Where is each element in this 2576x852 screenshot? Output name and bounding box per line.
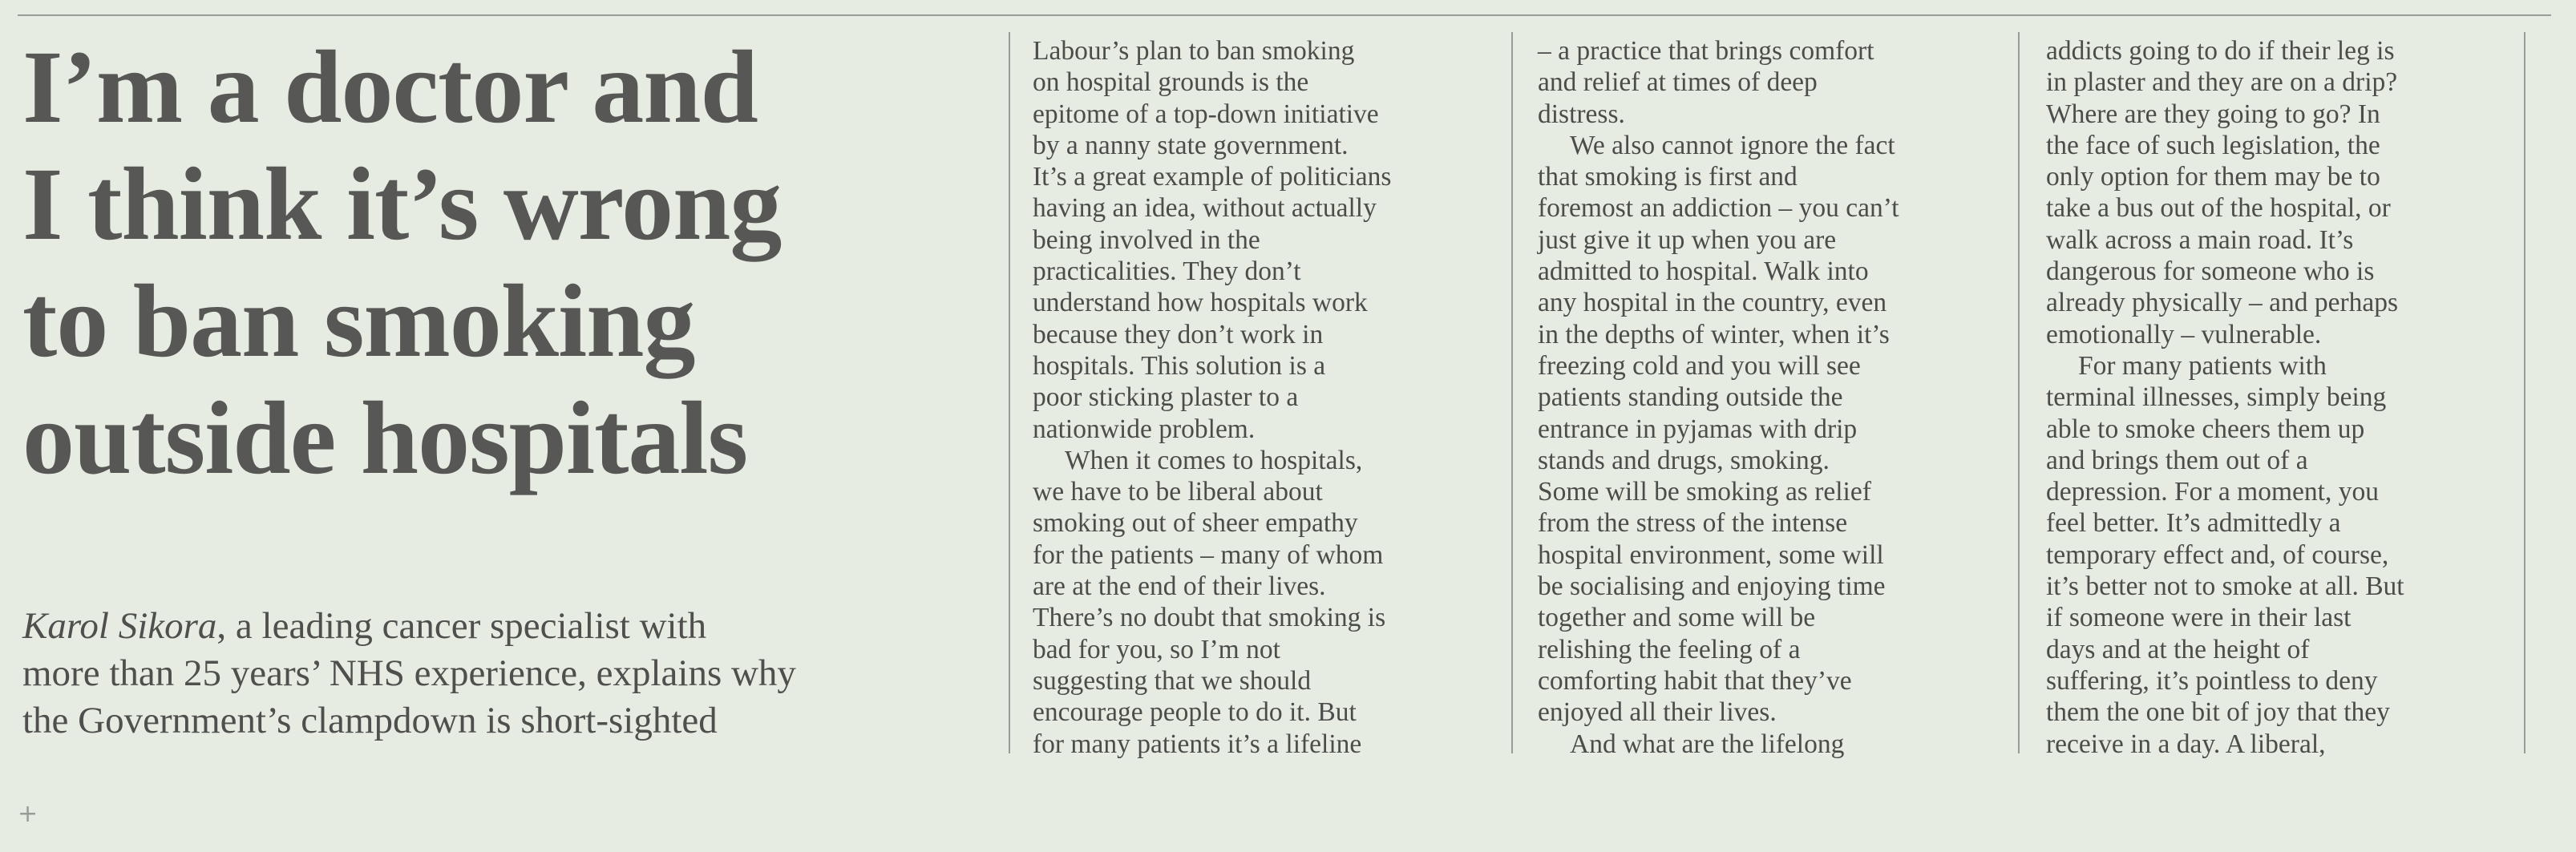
body-text-line: epitome of a top-down initiative xyxy=(1033,99,1379,129)
body-text-line: For many patients with xyxy=(2078,350,2327,381)
body-text-line: the face of such legislation, the xyxy=(2046,130,2380,160)
body-text-line: And what are the lifelong xyxy=(1570,729,1845,759)
body-text-line: we have to be liberal about xyxy=(1033,477,1323,507)
body-text-line: There’s no doubt that smoking is xyxy=(1033,603,1386,633)
column-rule xyxy=(2018,32,2020,753)
body-text-line: be socialising and enjoying time xyxy=(1538,571,1886,602)
body-text-line: Labour’s plan to ban smoking xyxy=(1033,36,1355,66)
body-text-line: hospital environment, some will xyxy=(1538,539,1884,570)
body-text-line: stands and drugs, smoking. xyxy=(1538,445,1830,475)
body-text-line: and relief at times of deep xyxy=(1538,67,1818,98)
body-text-line: for the patients – many of whom xyxy=(1033,539,1384,570)
body-text-line: distress. xyxy=(1538,99,1625,129)
headline-line: I think it’s wrong xyxy=(22,147,782,262)
body-text-line: dangerous for someone who is xyxy=(2046,256,2375,287)
body-text-line: being involved in the xyxy=(1033,224,1260,255)
body-text-line: them the one bit of joy that they xyxy=(2046,697,2390,728)
body-text-line: days and at the height of xyxy=(2046,634,2310,664)
body-text-line: that smoking is first and xyxy=(1538,162,1798,192)
body-text-line: relishing the feeling of a xyxy=(1538,634,1801,664)
body-text-line: feel better. It’s admittedly a xyxy=(2046,508,2341,539)
body-text-line: When it comes to hospitals, xyxy=(1065,445,1363,475)
body-text-line: already physically – and perhaps xyxy=(2046,288,2399,318)
body-text-line: – a practice that brings comfort xyxy=(1538,36,1874,66)
body-text-line: suffering, it’s pointless to deny xyxy=(2046,665,2378,696)
column-rule xyxy=(1511,32,1513,753)
headline-line: to ban smoking xyxy=(22,264,695,379)
body-text-line: from the stress of the intense xyxy=(1538,508,1848,539)
body-text-line: in plaster and they are on a drip? xyxy=(2046,67,2398,98)
body-text-line: understand how hospitals work xyxy=(1033,288,1368,318)
text-column-1 xyxy=(1033,35,1498,760)
body-text-line: receive in a day. A liberal, xyxy=(2046,729,2326,759)
body-text-line: comforting habit that they’ve xyxy=(1538,665,1852,696)
body-text-line: in the depths of winter, when it’s xyxy=(1538,319,1890,349)
headline-line: outside hospitals xyxy=(22,381,748,496)
body-text-line: bad for you, so I’m not xyxy=(1033,634,1280,664)
body-text-line: It’s a great example of politicians xyxy=(1033,162,1392,192)
body-text-line: admitted to hospital. Walk into xyxy=(1538,256,1869,287)
body-text-line: if someone were in their last xyxy=(2046,603,2352,633)
crop-mark: + xyxy=(18,800,38,828)
body-text-line: having an idea, without actually xyxy=(1033,193,1377,224)
standfirst-text: , a leading cancer specialist with xyxy=(216,605,707,647)
body-text-line: are at the end of their lives. xyxy=(1033,571,1326,602)
body-text-line: enjoyed all their lives. xyxy=(1538,697,1777,728)
body-text-line: by a nanny state government. xyxy=(1033,130,1349,160)
body-text-line: only option for them may be to xyxy=(2046,162,2380,192)
standfirst-text: more than 25 years’ NHS experience, explains why xyxy=(22,652,796,694)
body-text-line: foremost an addiction – you can’t xyxy=(1538,193,1899,224)
body-text-line: together and some will be xyxy=(1538,603,1816,633)
body-text-line: just give it up when you are xyxy=(1538,224,1837,255)
top-rule xyxy=(18,14,2551,16)
body-text-line: it’s better not to smoke at all. But xyxy=(2046,571,2404,602)
body-text-line: on hospital grounds is the xyxy=(1033,67,1309,98)
body-text-line: poor sticking plaster to a xyxy=(1033,382,1299,413)
body-text-line: smoking out of sheer empathy xyxy=(1033,508,1358,539)
standfirst-text: the Government’s clampdown is short-sighted xyxy=(22,700,718,741)
body-text-line: temporary effect and, of course, xyxy=(2046,539,2389,570)
body-text-line: take a bus out of the hospital, or xyxy=(2046,193,2391,224)
headline-line: I’m a doctor and xyxy=(22,30,758,145)
standfirst xyxy=(22,603,985,745)
text-column-3 xyxy=(2046,35,2511,760)
body-text-line: Where are they going to go? In xyxy=(2046,99,2380,129)
body-text-line: because they don’t work in xyxy=(1033,319,1324,349)
body-text-line: practicalities. They don’t xyxy=(1033,256,1301,287)
body-text-line: for many patients it’s a lifeline xyxy=(1033,729,1362,759)
body-text-line: emotionally – vulnerable. xyxy=(2046,319,2322,349)
body-text-line: nationwide problem. xyxy=(1033,414,1256,444)
body-text-line: encourage people to do it. But xyxy=(1033,697,1357,728)
body-text-line: entrance in pyjamas with drip xyxy=(1538,414,1858,444)
column-rule xyxy=(2524,32,2525,753)
byline: Karol Sikora xyxy=(22,605,217,647)
body-text-line: terminal illnesses, simply being xyxy=(2046,382,2387,413)
body-text-line: able to smoke cheers them up xyxy=(2046,414,2365,444)
headline xyxy=(22,29,969,497)
body-text-line: addicts going to do if their leg is xyxy=(2046,36,2395,66)
body-text-line: walk across a main road. It’s xyxy=(2046,224,2354,255)
body-text-line: hospitals. This solution is a xyxy=(1033,350,1326,381)
body-text-line: suggesting that we should xyxy=(1033,665,1312,696)
body-text-line: patients standing outside the xyxy=(1538,382,1843,413)
body-text-line: Some will be smoking as relief xyxy=(1538,477,1871,507)
column-rule xyxy=(1009,32,1010,753)
body-text-line: depression. For a moment, you xyxy=(2046,477,2379,507)
body-text-line: We also cannot ignore the fact xyxy=(1570,130,1895,160)
body-text-line: freezing cold and you will see xyxy=(1538,350,1861,381)
text-column-2 xyxy=(1538,35,2003,760)
body-text-line: any hospital in the country, even xyxy=(1538,288,1887,318)
body-text-line: and brings them out of a xyxy=(2046,445,2308,475)
